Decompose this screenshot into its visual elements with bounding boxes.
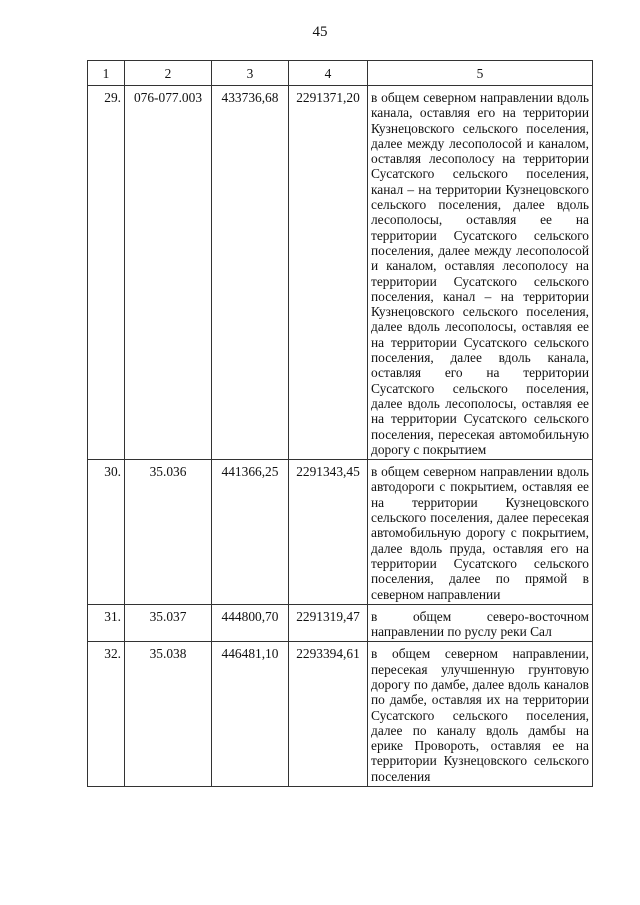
coordinate-y: 2291343,45 — [289, 460, 368, 605]
row-number: 30. — [88, 460, 125, 605]
coordinate-x: 441366,25 — [212, 460, 289, 605]
table-header-row — [88, 61, 593, 86]
boundary-table — [87, 60, 593, 787]
table-row — [88, 642, 593, 787]
header-col-1: 1 — [88, 61, 125, 86]
header-col-2: 2 — [125, 61, 212, 86]
boundary-description: в общем северном направлении вдоль автодороги с покрытием, оставляя ее на территории Кузнецовского сельского поселения, далее пересекая автомобильную дорогу с покрытием, далее вдоль пруда, оставляя его на территории Сусатского сельского поселения, далее по прямой в северном направлении — [368, 460, 593, 605]
row-number: 32. — [88, 642, 125, 787]
point-code: 076-077.003 — [125, 86, 212, 460]
coordinate-x: 433736,68 — [212, 86, 289, 460]
coordinate-y: 2291371,20 — [289, 86, 368, 460]
row-number: 31. — [88, 604, 125, 642]
boundary-description: в общем северном направлении вдоль канала, оставляя его на территории Кузнецовского сельского поселения, далее между лесополосой и каналом, оставляя лесополосу на территории Сусатского сельского поселения, канал – на территории Кузнецовского сельского поселения, далее вдоль лесополосы, оставляя ее на территории Сусатского сельского поселения, далее между лесополосой и каналом, оставляя лесополосу на территории Сусатского сельского поселения, канал – на территории Кузнецовского сельского поселения, далее вдоль лесополосы, оставляя ее на территории Сусатского сельского поселения, далее вдоль канала, оставляя его на территории Сусатского сельского поселения, далее вдоль лесополосы, оставляя ее на территории Сусатского сельского поселения, пересекая автомобильную дорогу с покрытием — [368, 86, 593, 460]
coordinate-y: 2293394,61 — [289, 642, 368, 787]
header-col-5: 5 — [368, 61, 593, 86]
table-row — [88, 604, 593, 642]
table-row — [88, 460, 593, 605]
row-number: 29. — [88, 86, 125, 460]
header-col-4: 4 — [289, 61, 368, 86]
coordinate-x: 444800,70 — [212, 604, 289, 642]
page-number: 45 — [312, 24, 328, 40]
point-code: 35.038 — [125, 642, 212, 787]
boundary-description: в общем северном направлении, пересекая улучшенную грунтовую дорогу по дамбе, далее вдоль каналов по дамбе, оставляя их на территории Сусатского сельского поселения, далее по каналу вдоль дамбы на ерике Провороть, оставляя ее на территории Кузнецовского сельского поселения — [368, 642, 593, 787]
point-code: 35.037 — [125, 604, 212, 642]
coordinate-x: 446481,10 — [212, 642, 289, 787]
table-row — [88, 86, 593, 460]
boundary-description: в общем северо-восточном направлении по руслу реки Сал — [368, 604, 593, 642]
header-col-3: 3 — [212, 61, 289, 86]
coordinate-y: 2291319,47 — [289, 604, 368, 642]
point-code: 35.036 — [125, 460, 212, 605]
